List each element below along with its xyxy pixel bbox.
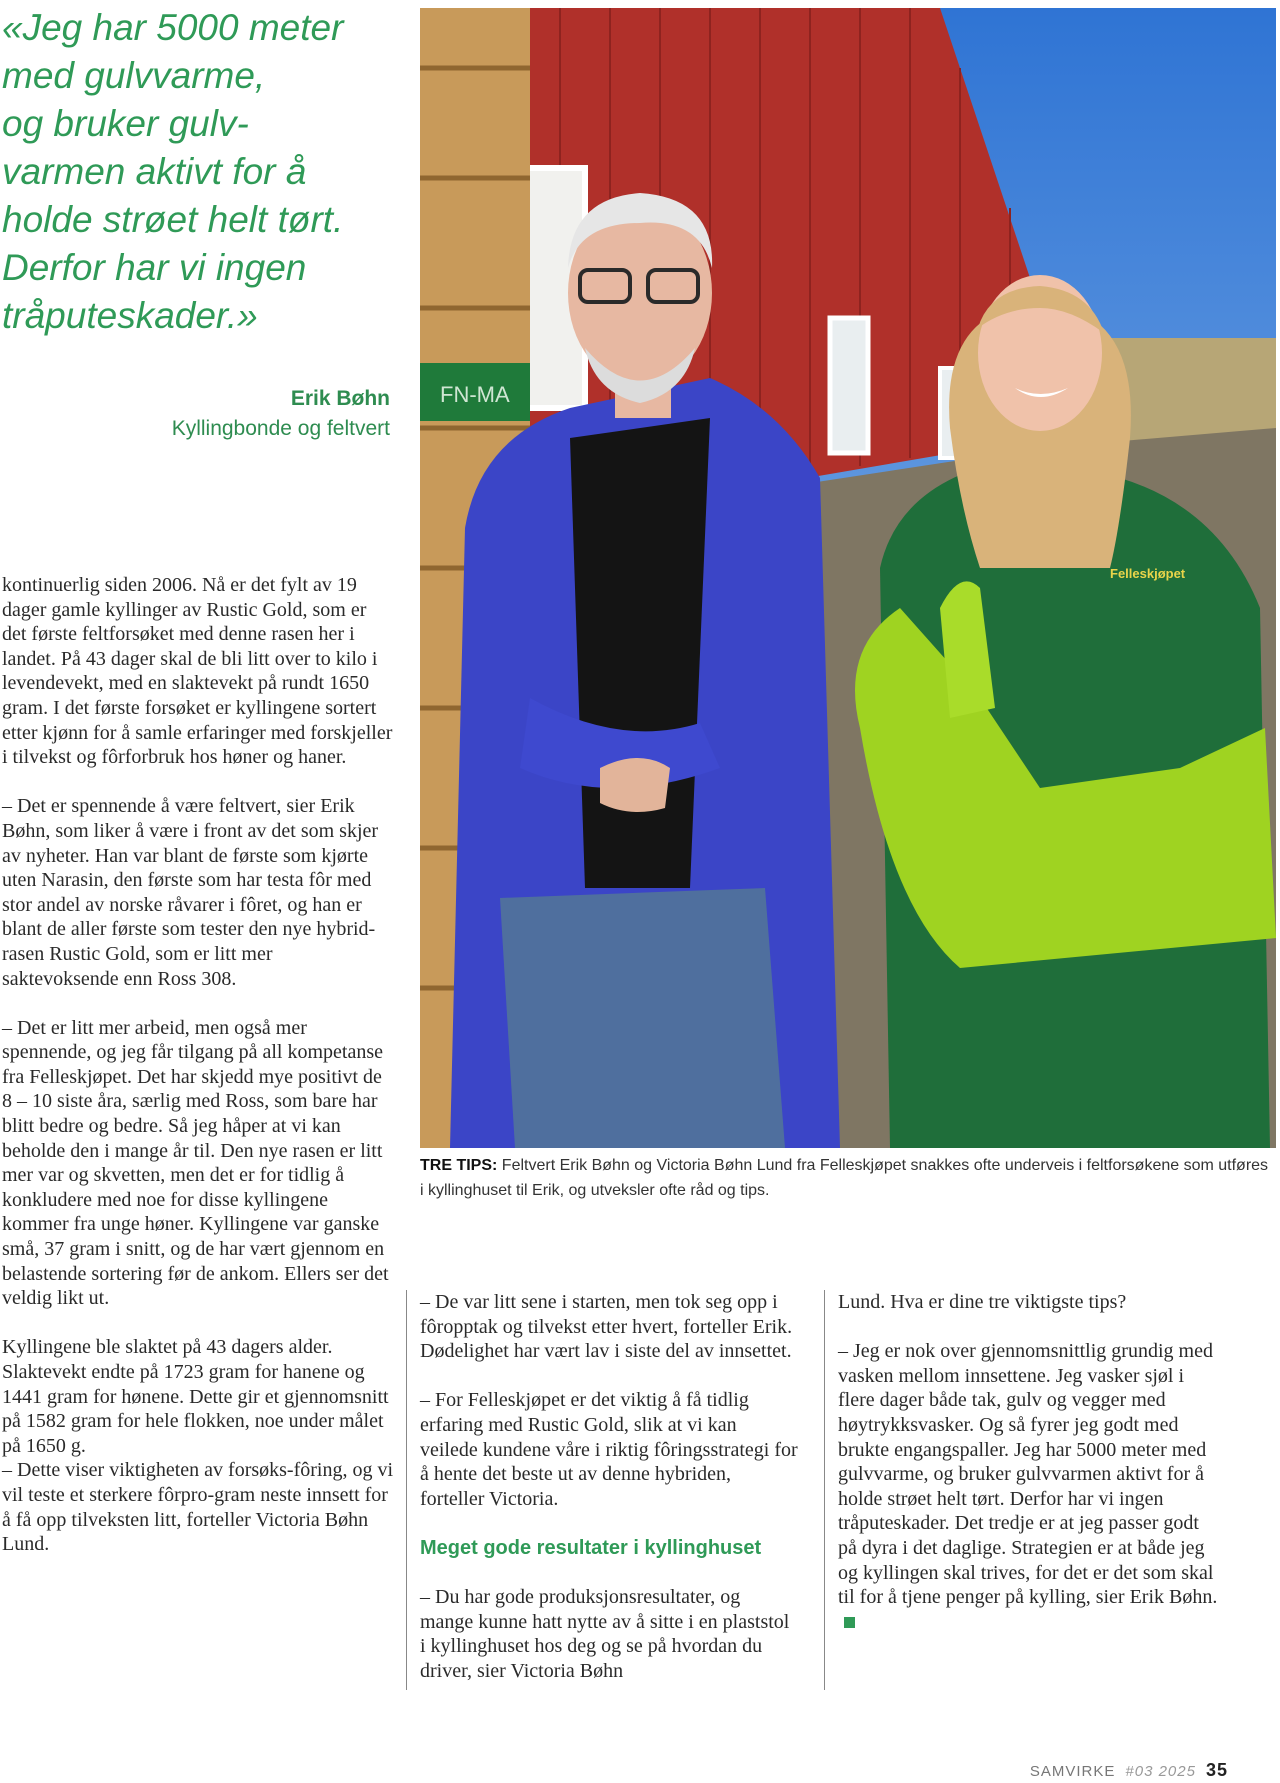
caption-text: Feltvert Erik Bøhn og Victoria Bøhn Lund fra Felleskjøpet snakkes ofte underveis i feltforsøkene som utføres i kyllinghuset til Erik, og utveksler ofte råd og tips.	[420, 1157, 1269, 1199]
column-divider	[824, 1290, 825, 1690]
paragraph: – Det er spennende å være feltvert, sier Erik Bøhn, som liker å være i front av det som skjer av nyheter. Han var blant de første som kjørte uten Narasin, den første som har testa fôr med stor andel av norske råvarer i fôret, og han er blant de aller første som tester den nye hybrid-rasen Rustic Gold, som er litt mer saktevoksende enn Ross 308.	[2, 795, 379, 990]
paragraph: – Det er litt mer arbeid, men også mer spennende, og jeg får tilgang på all kompetanse fra Felleskjøpet. Det har skjedd mye positivt de 8 – 10 siste åra, særlig med Ross, som bare har blitt bedre og bedre. Så jeg håper at vi kan beholde den i mange år til. Den nye rasen er litt mer var og skvetten, men det er for tidlig å konkludere med noe for disse kyllingene kommer fra unge høner. Kyllingene var ganske små, 37 gram i snitt, og de har vært gjennom en belastende sortering før de ankom. Ellers ser det veldig likt ut.	[2, 1016, 389, 1310]
pallet-stamp: FN-MA	[440, 382, 510, 407]
paragraph: – Jeg er nok over gjennomsnittlig grundig med vasken mellom innsettene. Jeg vasker sjøl i flere dager både tak, gulv og vegger med høytrykksvasker. Og så fyrer jeg godt med brukte engangspaller. Jeg har 5000 meter med gulvvarme, og bruker gulvvarmen aktivt for å holde strøet helt tørt. Derfor har vi ingen tråputeskader. Det tredje er at jeg passer godt på dyra i det daglige. Strategien er at både jeg og kyllingen skal trives, for det er det som skal til for å tjene penger på kylling, sier Erik Bøhn.	[838, 1340, 1218, 1609]
issue-number: #03 2025	[1125, 1763, 1196, 1780]
quote-attribution	[172, 384, 390, 444]
paragraph: – For Felleskjøpet er det viktig å få tidlig erfaring med Rustic Gold, slik at vi kan veilede kundene våre i riktig fôringsstrategi for å hente det beste ut av denne hybriden, forteller Victoria.	[420, 1389, 798, 1510]
paragraph: – Dette viser viktigheten av forsøks-fôring, og vi vil teste et sterkere fôrpro-gram neste innsett for å få opp tilveksten litt, forteller Victoria Bøhn Lund.	[2, 1459, 394, 1556]
page-footer	[1030, 1760, 1228, 1781]
paragraph: kontinuerlig siden 2006. Nå er det fylt av 19 dager gamle kyllinger av Rustic Gold, som er det første feltforsøket med denne rasen her i landet. På 43 dager skal de bli litt over to kilo i levendevekt, med en slaktevekt på rundt 1650 gram. I det første forsøket er kyllingene sortert etter kjønn for å samle erfaringer med forskjeller i tilvekst og fôrforbruk hos høner og haner.	[2, 574, 393, 769]
photo-caption	[420, 1153, 1276, 1203]
magazine-name: SAMVIRKE	[1029, 1763, 1116, 1780]
article-column-3	[838, 1290, 1218, 1634]
paragraph: – De var litt sene i starten, men tok seg opp i fôropptak og tilvekst etter hvert, forteller Erik. Dødelighet har vært lav i siste del av innsettet.	[420, 1291, 793, 1363]
page-number: 35	[1205, 1760, 1228, 1780]
attribution-role: Kyllingbonde og feltvert	[171, 417, 390, 440]
article-photo	[420, 8, 1276, 1148]
caption-lead: TRE TIPS:	[420, 1157, 498, 1174]
article-column-1	[2, 573, 394, 1581]
end-of-article-mark	[844, 1617, 855, 1628]
article-column-2	[420, 1290, 798, 1684]
column-divider	[406, 1290, 407, 1690]
section-subheading: Meget gode resultater i kyllinghuset	[420, 1536, 762, 1559]
paragraph: – Du har gode produksjonsresultater, og mange kunne hatt nytte av å sitte i en plaststol i kyllinghuset hos deg og se på hvordan du driver, sier Victoria Bøhn	[420, 1586, 790, 1682]
paragraph: Lund. Hva er dine tre viktigste tips?	[838, 1291, 1127, 1313]
paragraph: Kyllingene ble slaktet på 43 dagers alder. Slaktevekt endte på 1723 gram for hanene og 1441 gram for hønene. Dette gir et gjennomsnitt på 1582 gram for hele flokken, noe under målet på 1650 g.	[2, 1336, 389, 1457]
pull-quote: «Jeg har 5000 meter med gulvvarme, og bruker gulv- varmen aktivt for å holde strøet helt tørt. Derfor har vi ingen tråputeskader.»	[2, 7, 344, 336]
farmers-portrait-illustration	[420, 8, 1276, 1148]
jacket-logo: Felleskjøpet	[1110, 566, 1186, 581]
attribution-name: Erik Bøhn	[290, 387, 390, 410]
